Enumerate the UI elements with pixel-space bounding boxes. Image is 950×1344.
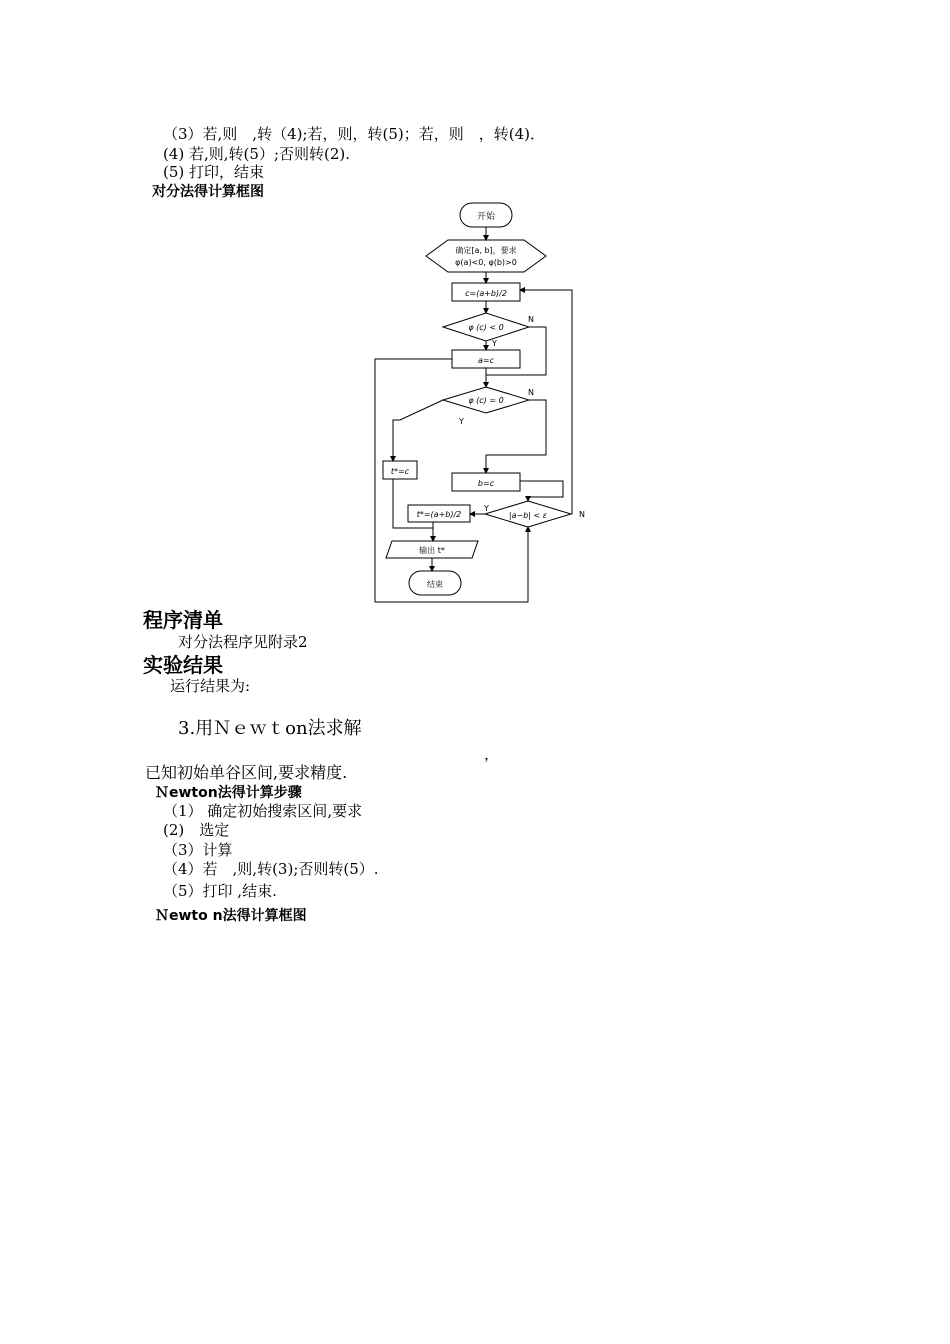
step-5-text: (5) 打印，结束: [163, 163, 265, 181]
no-label-1: N: [528, 315, 534, 324]
results-text: 运行结果为:: [170, 677, 251, 695]
no-label-3: N: [579, 510, 585, 519]
program-list-text: 对分法程序见附录2: [178, 633, 308, 651]
bisection-flowchart: [0, 0, 950, 620]
yes-label-2: Y: [459, 417, 464, 426]
newton-steps-heading: Ｎewton法得计算步骤: [155, 785, 302, 801]
init-label-2: φ(a)<0, φ(b)>0: [455, 258, 517, 267]
newton-step-3: （3）计算: [163, 841, 233, 859]
step-4-text: (4) 若,则,转(5）;否则转(2).: [163, 145, 351, 163]
newton-step-4: （4）若 ,则,转(3);否则转(5）.: [163, 860, 379, 878]
assign-t1-label: t*=c: [390, 467, 410, 476]
assign-a-label: a=c: [477, 356, 495, 365]
newton-step-5: （5）打印 ,结束.: [163, 882, 277, 900]
step-3-text: （3）若,则 ,转（4);若，则，转(5)；若，则 ，转(4)．: [163, 125, 546, 143]
start-label: 开始: [476, 212, 496, 222]
stray-comma: ，: [484, 745, 500, 763]
newton-intro-text: 已知初始单谷区间,要求精度.: [145, 763, 348, 782]
end-label: 结束: [427, 580, 443, 589]
newton-flowchart-heading: Ｎewto n法得计算框图: [155, 908, 307, 924]
init-label-1: 确定[a, b]，要求: [455, 246, 517, 255]
assign-b-label: b=c: [477, 479, 495, 488]
yes-label-1: Y: [492, 339, 497, 348]
no-label-2: N: [528, 388, 534, 397]
results-heading: 实验结果: [143, 653, 223, 677]
newton-step-2: (2) 选定: [163, 821, 230, 839]
assign-t2-label: t*=(a+b)/2: [416, 510, 462, 519]
cond2-label: φ (c) = 0: [468, 396, 504, 405]
bisection-flowchart-heading: 对分法得计算框图: [152, 184, 264, 200]
yes-label-3: Y: [484, 504, 489, 513]
newton-step-1: （1） 确定初始搜索区间,要求: [163, 802, 363, 820]
cond1-label: φ (c) < 0: [468, 323, 504, 332]
output-label: 输出 t*: [419, 546, 445, 555]
program-list-heading: 程序清单: [143, 608, 223, 632]
init-box: [426, 240, 546, 272]
cond3-label: |a−b| < ε: [508, 511, 548, 520]
compute-c-label: c=(a+b)/2: [465, 289, 507, 298]
newton-section-title: 3.用Ｎｅｗｔon法求解: [178, 718, 362, 739]
